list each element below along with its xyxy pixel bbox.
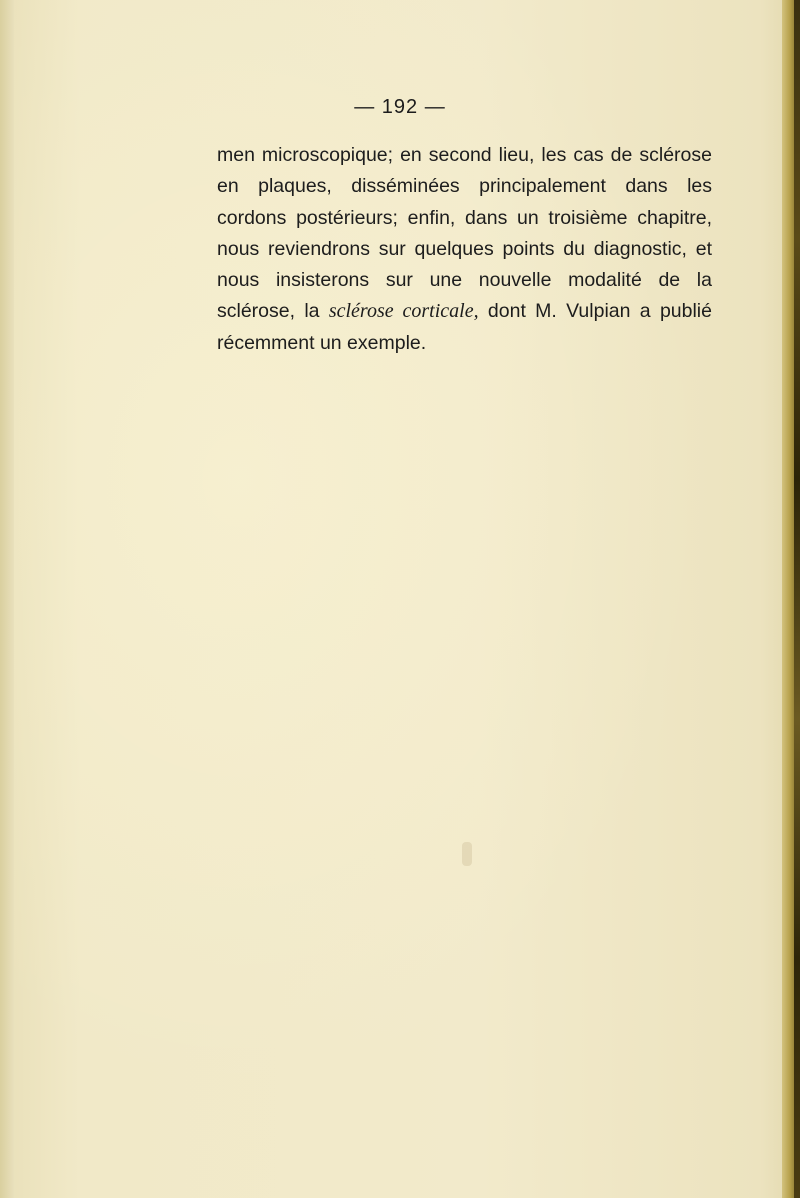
page-number-header: — 192 — (354, 96, 446, 118)
page-edge-shadow (794, 0, 800, 1198)
page-gutter (0, 0, 14, 1198)
paper-stain (462, 842, 472, 866)
body-paragraph (217, 140, 712, 359)
italic-term: sclérose corticale, (328, 300, 479, 323)
paragraph-text-end: dont M. Vulpian a publié récemment un exemple. (217, 300, 712, 354)
paragraph-text-start: men microscopique; en second lieu, les cas de sclérose en plaques, disséminées principalement dans les cordons postérieurs; enfin, dans un troisième chapitre, nous reviendrons sur quelques points du diagnostic, et nous insisterons sur une nouvelle modalité de la sclérose, la (217, 144, 712, 323)
